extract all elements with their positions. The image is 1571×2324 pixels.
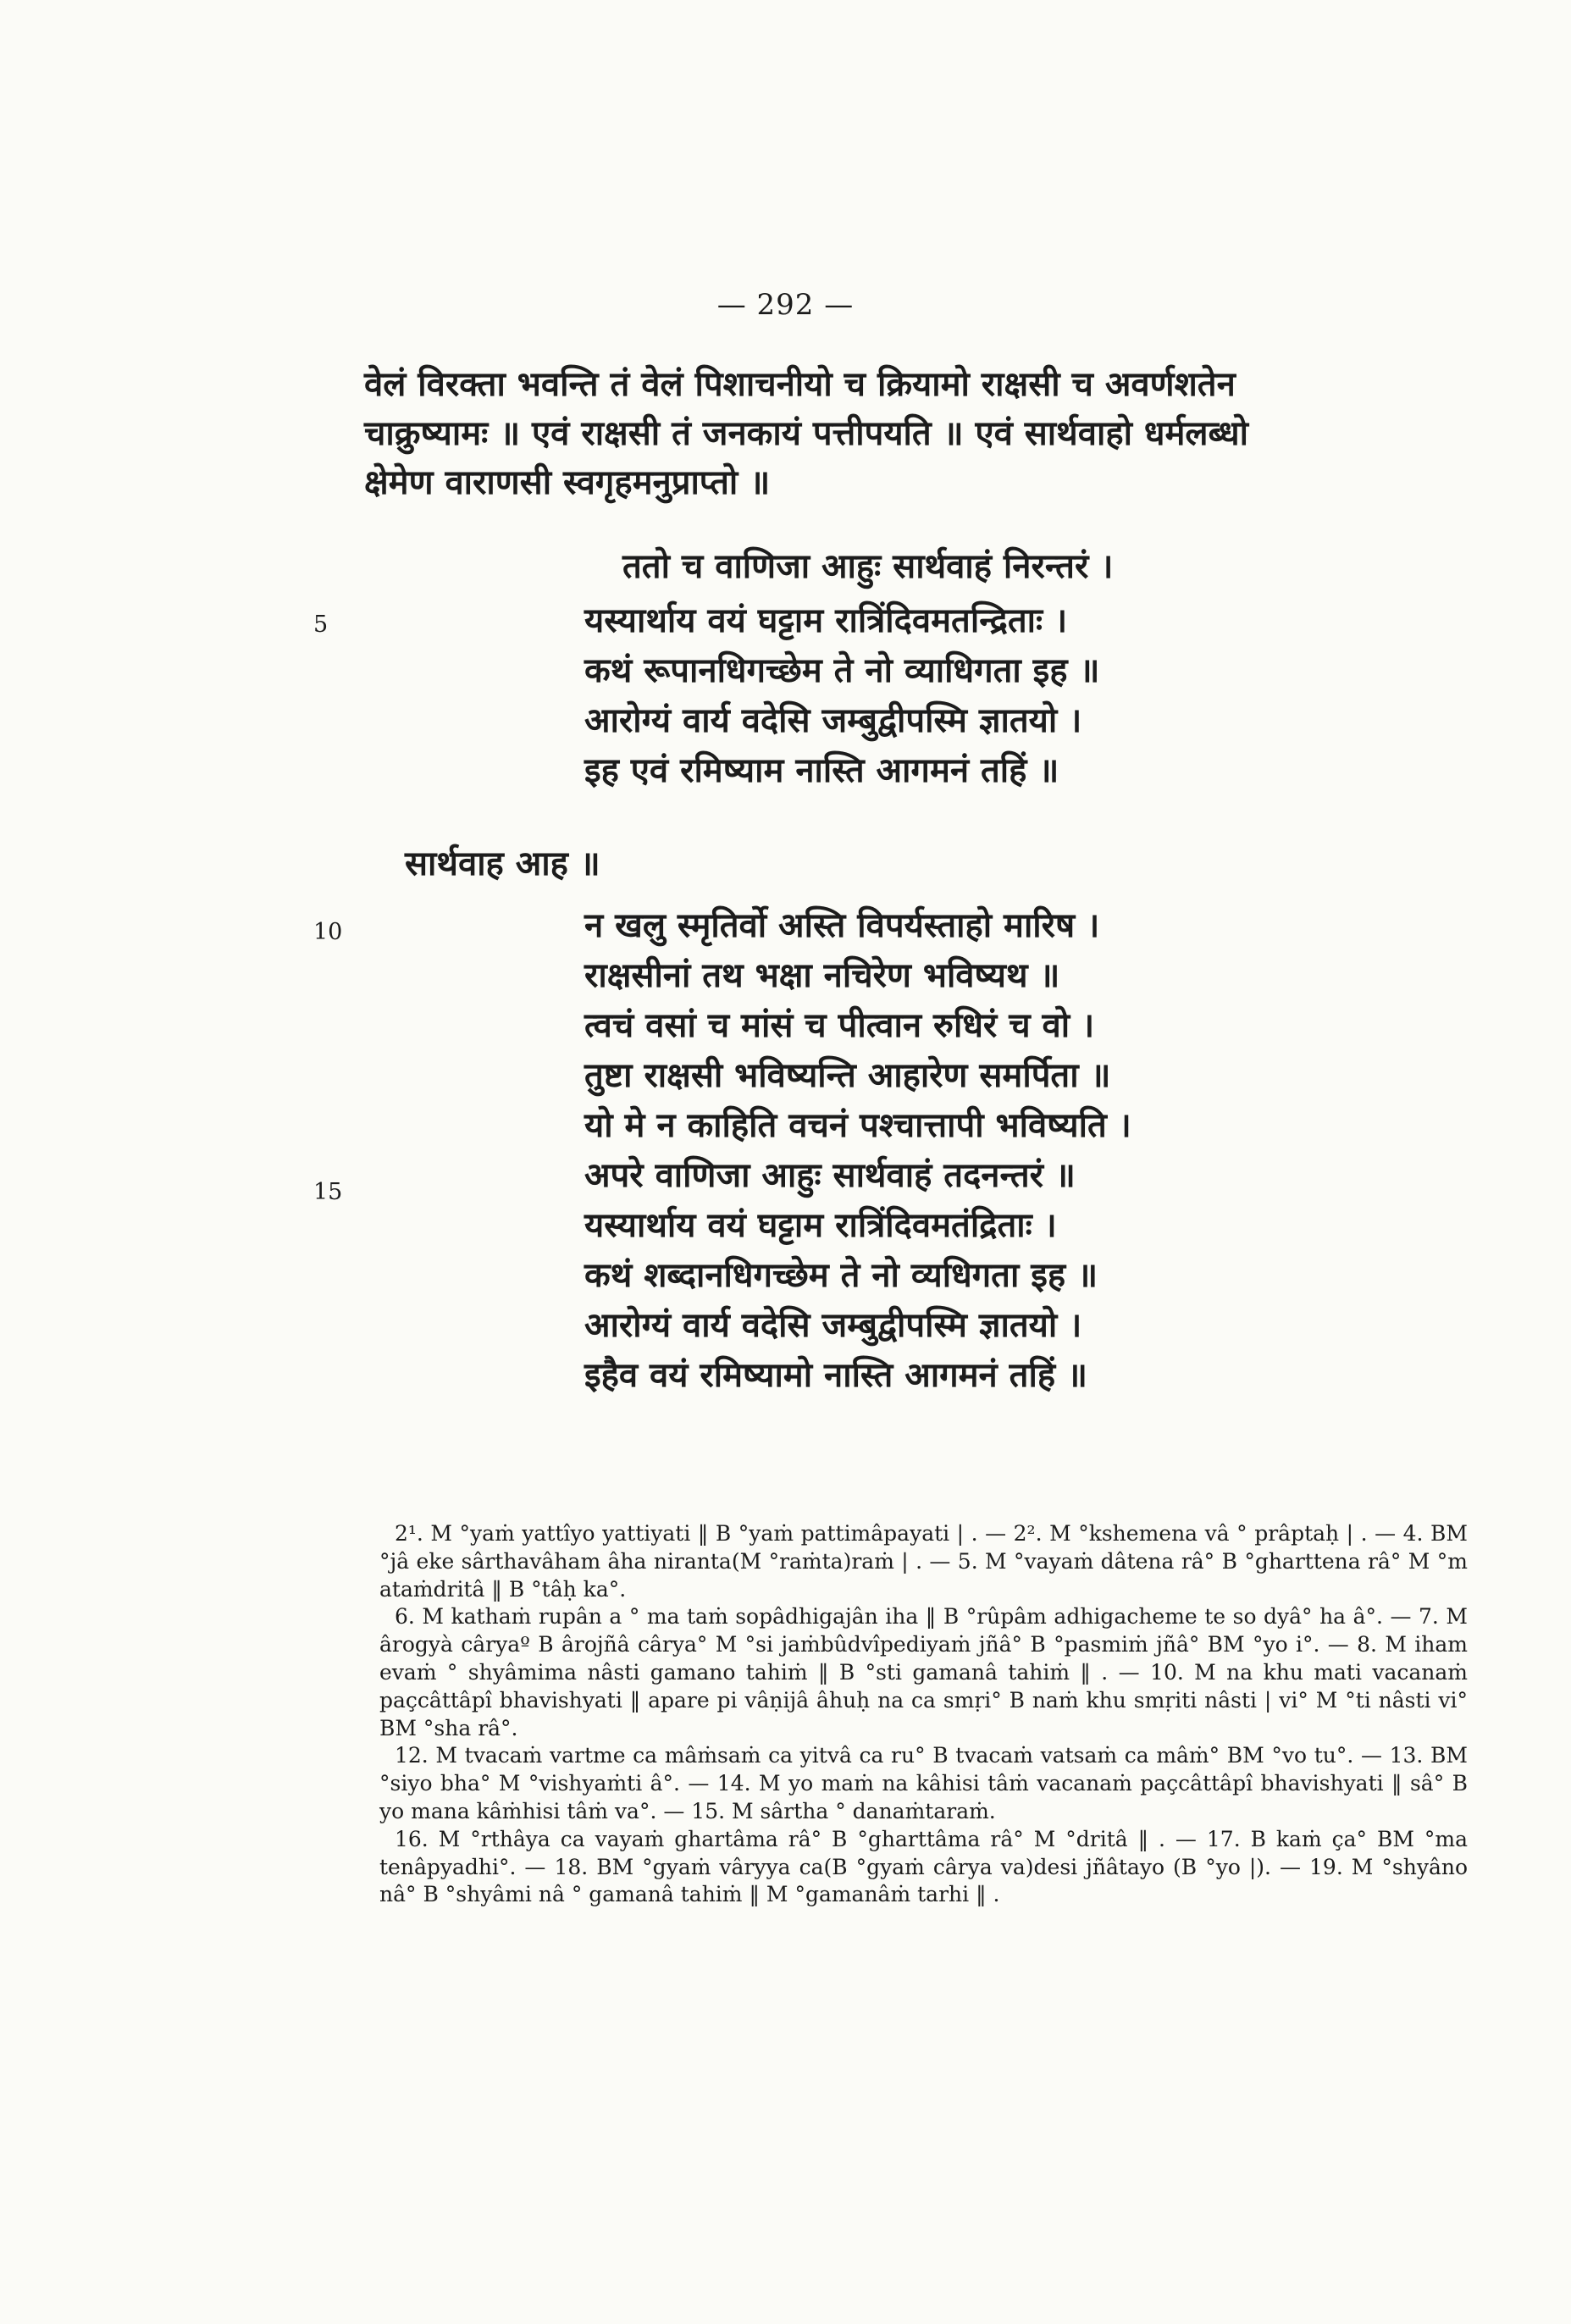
speaker-line: सार्थवाह आह ॥: [405, 844, 600, 883]
footnote-paragraph: 12. M tvacaṁ vartme ca mâṁsaṁ ca yitvâ ca ru° B tvacaṁ vatsaṁ ca mâṁ° BM °vo tu°. — 13. BM °siyo bha° M °vishyaṁti â°. — 14. M yo maṁ na kâhisi tâṁ vacanaṁ paçcâttâpî bhavishyati ‖ sâ° B yo mana kâṁhisi tâṁ va°. — 15. M sârtha ° danaṁtaraṁ.: [379, 1743, 1468, 1823]
verse-line: तुष्टा राक्षसी भविष्यन्ति आहारेण समर्पिता ॥: [584, 1055, 1111, 1095]
verse-line: यस्यार्थाय वयं घट्टाम रात्रिंदिवमतंद्रिताः ।: [584, 1205, 1057, 1245]
verse-line: यस्यार्थाय वयं घट्टाम रात्रिंदिवमतन्द्रिताः ।: [584, 600, 1068, 640]
prose-line: चाक्रुष्यामः ॥ एवं राक्षसी तं जनकायं पत्तीपयति ॥ एवं सार्थवाहो धर्मलब्धो: [364, 413, 1249, 453]
footnotes: [379, 1520, 1468, 1909]
prose-line: वेलं विरक्ता भवन्ति तं वेलं पिशाचनीयो च क्रियामो राक्षसी च अवर्णशतेन: [364, 364, 1236, 404]
verse-line: इह एवं रमिष्याम नास्ति आगमनं तहिं ॥: [584, 750, 1059, 790]
verse-line: अपरे वाणिजा आहुः सार्थवाहं तदनन्तरं ॥: [584, 1155, 1076, 1195]
verse-line: इहैव वयं रमिष्यामो नास्ति आगमनं तहिं ॥: [584, 1355, 1087, 1395]
verse-line: त्वचं वसां च मांसं च पीत्वान रुधिरं च वो ।: [584, 1005, 1095, 1045]
verse-line: कथं शब्दानधिगच्छेम ते नो व्यधिगता इह ॥: [584, 1255, 1098, 1295]
footnote-paragraph: 2¹. M °yaṁ yattîyo yattiyati ‖ B °yaṁ pattimâpayati | . — 2². M °kshemena vâ ° prâptaḥ | . — 4. BM °jâ eke sârthavâham âha niranta(M °raṁta)raṁ | . — 5. M °vayaṁ dâtena râ° B °gharttena râ° M °m ataṁdritâ ‖ B °tâḥ ka°.: [379, 1521, 1468, 1602]
verse-line: यो मे न काहिति वचनं पश्चात्तापी भविष्यति ।: [584, 1105, 1131, 1145]
verse-line: राक्षसीनां तथ भक्षा नचिरेण भविष्यथ ॥: [584, 955, 1060, 995]
footnote-paragraph: 6. M kathaṁ rupân a ° ma taṁ sopâdhigajân iha ‖ B °rûpâm adhigacheme te so dyâ° ha â°. — 7. M ârogyà câryaº B ârojñâ cârya° M °si jaṁbûdvîpediyaṁ jñâ° B °pasmiṁ jñâ° BM °yo i°. — 8. M iham evaṁ ° shyâmima nâsti gamano tahiṁ ‖ B °sti gamanâ tahiṁ ‖ . — 10. M na khu mati vacanaṁ paçcâttâpî bhavishyati ‖ apare pi vâṇijâ âhuḥ na ca smṛi° B naṁ khu smṛiti nâsti | vi° M °ti nâsti vi° BM °sha râ°.: [379, 1604, 1468, 1740]
verse-line: ततो च वाणिजा आहुः सार्थवाहं निरन्तरं ।: [622, 546, 1114, 586]
verse-block-1: [584, 538, 1499, 795]
prose-line: क्षेमेण वाराणसी स्वगृहमनुप्राप्तो ॥: [364, 462, 771, 502]
verse-line: कथं रूपानधिगच्छेम ते नो व्याधिगता इह ॥: [584, 650, 1100, 690]
verse-block-2: [584, 900, 1499, 1400]
verse-line: आरोग्यं वार्य वदेसि जम्बुद्वीपस्मि ज्ञातयो ।: [584, 1305, 1082, 1345]
line-number: 15: [313, 1179, 343, 1205]
page-number: — 292 —: [716, 288, 855, 322]
footnote-paragraph: 16. M °rthâya ca vayaṁ ghartâma râ° B °gharttâma râ° M °dritâ ‖ . — 17. B kaṁ ça° BM °ma tenâpyadhi°. — 18. BM °gyaṁ vâryya ca(B °gyaṁ cârya va)desi jñâtayo (B °yo |). — 19. M °shyâno nâ° B °shyâmi nâ ° gamanâ tahiṁ ‖ M °gamanâṁ tarhi ‖ .: [379, 1826, 1468, 1907]
verse-line: न खलु स्मृतिर्वो अस्ति विपर्यस्ताहो मारिष ।: [584, 905, 1100, 945]
prose-passage: [364, 360, 1482, 507]
line-number: 10: [313, 919, 343, 945]
line-number: 5: [313, 611, 329, 638]
verse-line: आरोग्यं वार्य वदेसि जम्बुद्वीपस्मि ज्ञातयो ।: [584, 700, 1082, 740]
